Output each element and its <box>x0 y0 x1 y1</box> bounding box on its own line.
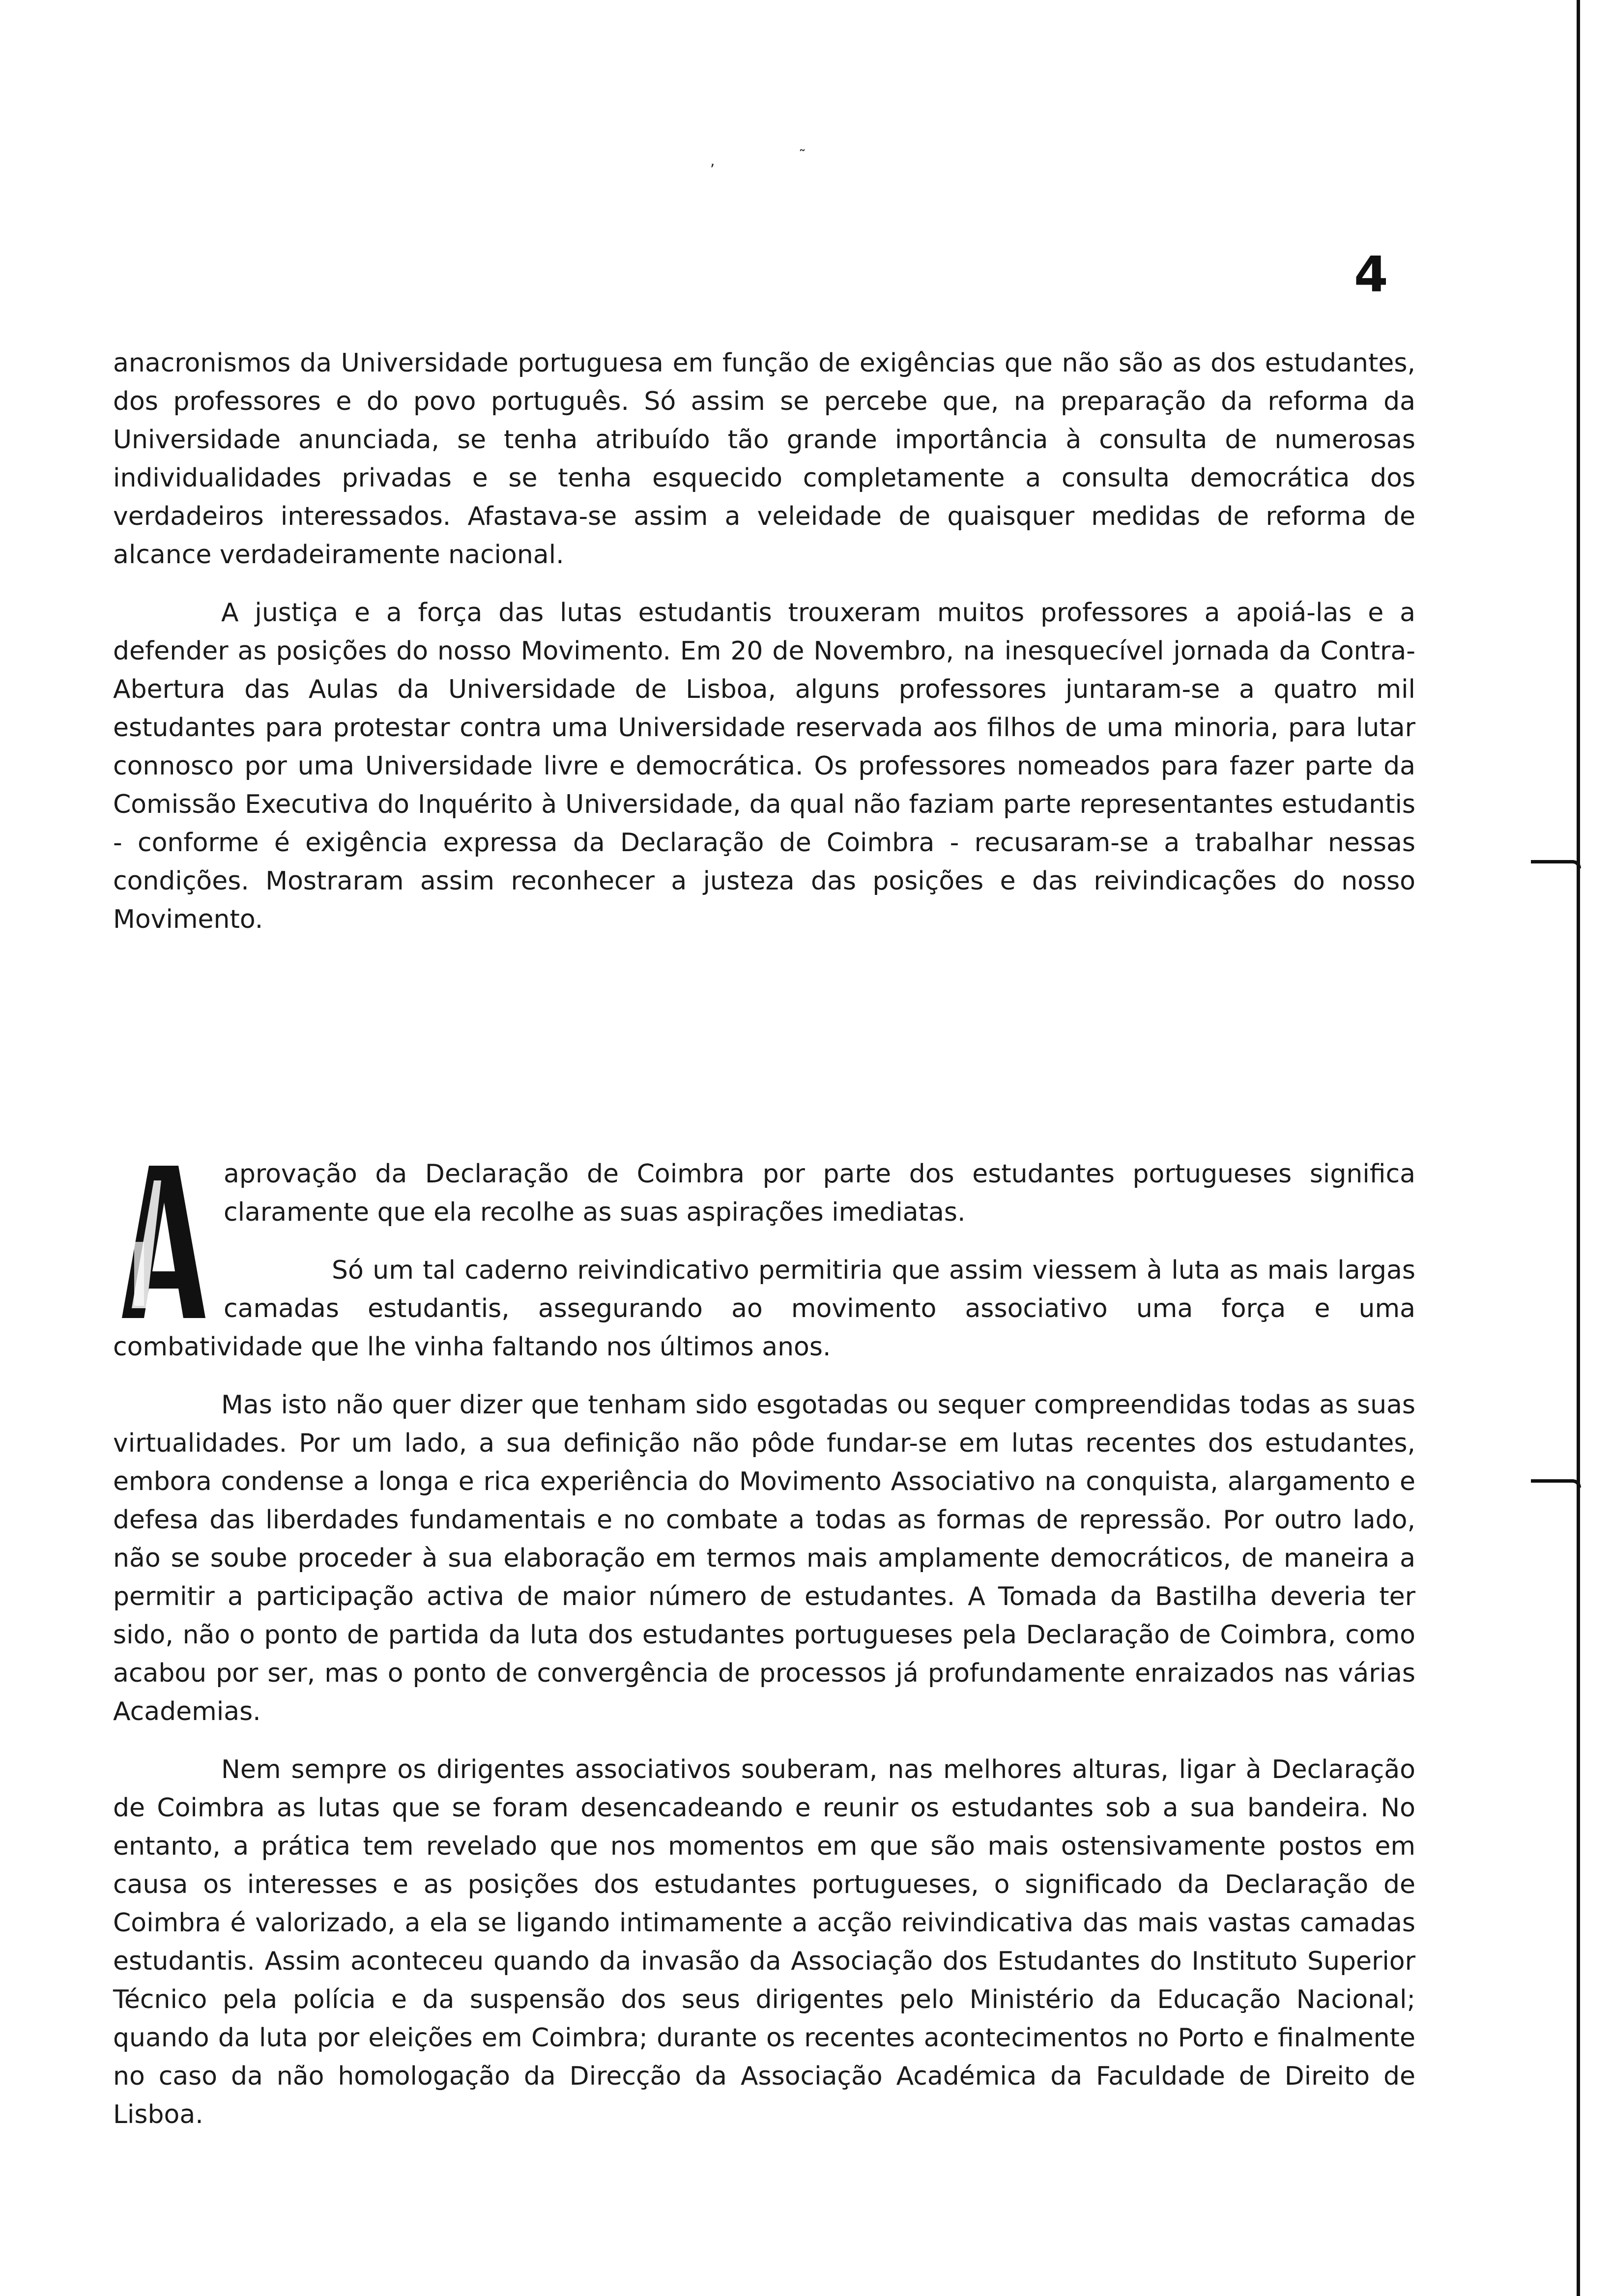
paragraph-approval: aprovação da Declaração de Coimbra por parte dos estudantes portugueses significa claramente que ela recolhe as suas aspirações imediatas. <box>224 1159 1415 1227</box>
binding-mark-upper <box>1531 860 1581 868</box>
paragraph-caderno: Só um tal caderno reivindicativo permitiria que assim viessem à luta as mais largas camadas estudantis, assegurando ao movimento associativo uma força e uma combatividade que lhe vinha faltando nos últimos anos. <box>113 1256 1415 1362</box>
paragraph-virtualidades: Mas isto não quer dizer que tenham sido esgotadas ou sequer compreendidas todas as suas virtualidades. Por um lado, a sua definição não pôde fundar-se em lutas recentes dos estudantes, embora condense a longa e rica experiência do Movimento Associativo na conquista, alargamento e defesa das liberdades fundamentais e no combate a todas as formas de repressão. Por outro lado, não se soube proceder à sua elaboração em termos mais amplamente democráticos, de maneira a permitir a participação activa de maior número de estudantes. A Tomada da Bastilha deveria ter sido, não o ponto de partida da luta dos estudantes portugueses pela Declaração de Coimbra, como acabou por ser, mas o ponto de convergência de processos já profundamente enraizados nas várias Academias. <box>113 1390 1415 1726</box>
scan-speck: , <box>710 152 715 170</box>
page-edge-rule <box>1577 0 1580 2296</box>
binding-mark-lower <box>1531 1479 1581 1488</box>
dropcap <box>112 1161 213 1323</box>
scan-speck: ˜ <box>799 147 806 165</box>
paragraph-professors: A justiça e a força das lutas estudantis trouxeram muitos professores a apoiá-las e a defender as posições do nosso Movimento. Em 20 de Novembro, na inesquecível jornada da Contra-Abertura das Aulas da Universidade de Lisboa, alguns professores juntaram-se a quatro mil estudantes para protestar contra uma Universidade reservada aos filhos de uma minoria, para lutar connosco por uma Universidade livre e democrática. Os professores nomeados para fazer parte da Comissão Executiva do Inquérito à Universidade, da qual não faziam parte representantes estudantis - conforme é exigência expressa da Declaração de Coimbra - recusaram-se a trabalhar nessas condições. Mostraram assim reconhecer a justeza das posições e das reivindicações do nosso Movimento. <box>113 598 1415 934</box>
dropcap-a-icon <box>112 1161 213 1323</box>
page-number: 4 <box>1354 246 1388 303</box>
bottom-text-block <box>113 1155 1415 2134</box>
paragraph-continuation: anacronismos da Universidade portuguesa em função de exigências que não são as dos estudantes, dos professores e do povo português. Só assim se percebe que, na preparação da reforma da Universidade anunciada, se tenha atribuído tão grande importância à consulta de numerosas individualidades privadas e se tenha esquecido completamente a consulta democrática dos verdadeiros interessados. Afastava-se assim a veleidade de quaisquer medidas de reforma de alcance verdadeiramente nacional. <box>113 348 1415 570</box>
paragraph-dirigentes: Nem sempre os dirigentes associativos souberam, nas melhores alturas, ligar à Declaração de Coimbra as lutas que se foram desencadeando e reunir os estudantes sob a sua bandeira. No entanto, a prática tem revelado que nos momentos em que são mais ostensivamente postos em causa os interesses e as posições dos estudantes portugueses, o significado da Declaração de Coimbra é valorizado, a ela se ligando intimamente a acção reivindicativa das mais vastas camadas estudantis. Assim aconteceu quando da invasão da Associação dos Estudantes do Instituto Superior Técnico pela polícia e da suspensão dos seus dirigentes pelo Ministério da Educação Nacional; quando da luta por eleições em Coimbra; durante os recentes acontecimentos no Porto e finalmente no caso da não homologação da Direcção da Associação Académica da Faculdade de Direito de Lisboa. <box>113 1755 1415 2129</box>
top-text-block <box>113 344 1415 939</box>
